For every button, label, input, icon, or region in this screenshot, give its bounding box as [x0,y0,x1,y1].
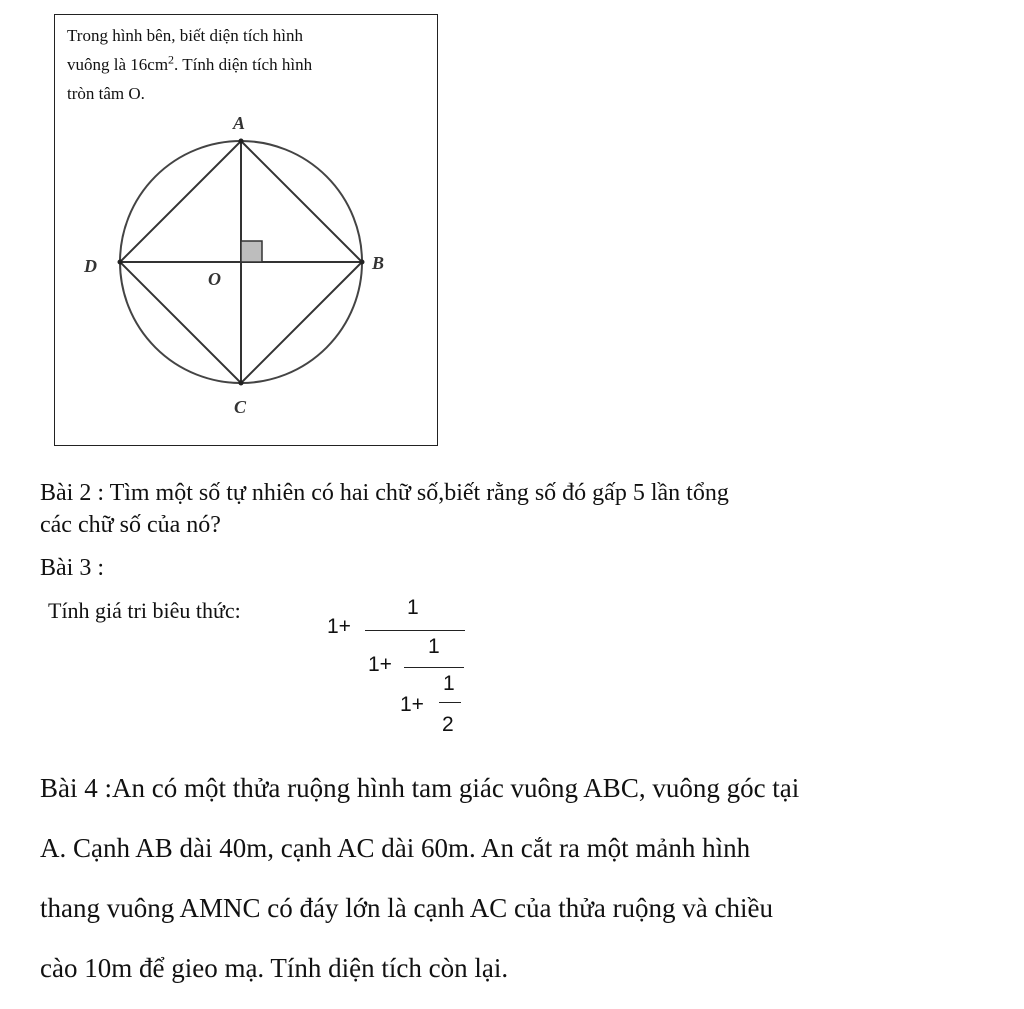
problem-3-prompt: Tính giá tri biêu thức: [48,598,241,623]
label-b: B [372,253,385,273]
problem-3-title: Bài 3 : [40,555,104,581]
problem-2-line-1: Bài 2 : Tìm một số tự nhiên có hai chữ số,biết rằng số đó gấp 5 lần tổng [40,480,729,506]
fraction-num-a: 1 [407,596,419,619]
fraction-bar-b [404,667,464,668]
problem-1-line-1: Trong hình bên, biết diện tích hình [67,26,303,45]
problem-1-box [54,14,438,446]
problem-4-line-4: cào 10m để gieo mạ. Tính diện tích còn lại. [40,953,509,983]
point-b [360,260,365,265]
label-o: O [208,269,221,289]
label-a: A [233,113,246,133]
problem-4-line-3: thang vuông AMNC có đáy lớn là cạnh AC của thửa ruộng và chiều [40,893,774,923]
problem-2-line-2: các chữ số của nó? [40,512,221,538]
problem-1-line-2b: . Tính diện tích hình [174,55,313,74]
problem-1-line-3: tròn tâm O. [67,84,145,103]
fraction-num-c: 1 [443,672,455,695]
point-a [239,139,244,144]
fraction-bar-c [439,702,461,703]
problem-4-line-1: Bài 4 :An có một thửa ruộng hình tam giác vuông ABC, vuông góc tại [40,773,800,803]
fraction-num-b: 1 [428,635,440,658]
fraction-one-c: 1+ [400,693,424,716]
point-c [239,381,244,386]
problem-1-line-2a: vuông là 16cm [67,55,169,74]
problem-2 [40,477,1010,541]
problem-1-superscript: 2 [168,52,175,67]
label-c: C [234,397,247,417]
circle-square-figure [55,15,439,447]
problem-4-line-2: A. Cạnh AB dài 40m, cạnh AC dài 60m. An cắt ra một mảnh hình [40,833,751,863]
right-angle-mark [241,241,262,262]
fraction-one-a: 1+ [327,615,351,638]
fraction-bar-a [365,630,465,631]
fraction-den-c: 2 [442,713,454,736]
label-d: D [84,256,97,276]
point-d [118,260,123,265]
problem-4 [40,758,1010,998]
fraction-one-b: 1+ [368,653,392,676]
